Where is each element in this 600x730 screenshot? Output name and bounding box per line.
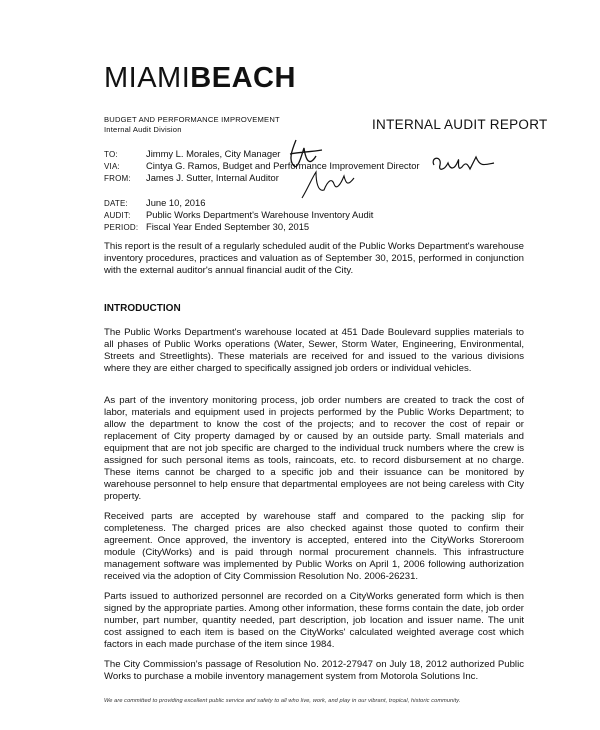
memo-audit-label: AUDIT: [104,211,131,220]
section-heading: INTRODUCTION [104,303,181,314]
logo-part-beach: BEACH [190,62,296,94]
memo-to [104,148,280,161]
miami-beach-logo [104,62,296,95]
memo-period [104,221,309,234]
paragraph-resolution: The City Commission's passage of Resolution No. 2012-27947 on July 18, 2012 authorized Public Works to purchase a mobile inventory management system from Motorola Solutions Inc. [104,659,524,682]
memo-from-value: James J. Sutter, Internal Auditor [146,172,279,183]
footer-mission-statement: We are committed to providing excellent public service and safety to all who live, work, and play in our vibrant, tropical, historic community. [104,698,461,704]
report-title: INTERNAL AUDIT REPORT [372,117,548,132]
paragraph-received-parts: Received parts are accepted by warehouse staff and compared to the packing slip for completeness. The charged prices are also checked against those quoted to confirm their agreement. Once approved, the inventory is accepted, entered into the CityWorks Storeroom module (CityWorks) and is paid through normal procurement channels. This infrastructure management software was implemented by Public Works on April 1, 2006 following authorization received via the adoption of City Commission Resolution No. 2006-26231. [104,511,524,582]
auditor-signature [298,168,358,202]
memo-audit-value: Public Works Department's Warehouse Inventory Audit [146,209,374,220]
paragraph-job-orders: As part of the inventory monitoring process, job order numbers are created to track the cost of labor, materials and equipment used in projects performed by the Public Works Department; to allow the department to know the cost of the projects; and to recover the cost of repair or replacement of City property damaged by or caused by an outside party. Small materials and equipment that are not job specific are charged to the individual truck numbers where the crew is assigned for such personal items as tools, raincoats, etc. to record disbursement at no charge. These items cannot be charged to a specific job and their issuance can be monitored by warehouse personnel to help ensure that departmental employees are not being careless with City property. [104,395,524,502]
division-name: Internal Audit Division [104,125,182,134]
memo-to-label: TO: [104,150,118,159]
memo-audit [104,209,373,222]
intro-paragraph: This report is the result of a regularly scheduled audit of the Public Works Department's warehouse inventory procedures, practices and valuation as of September 30, 2015, performed in conjunction with the external auditor's annual financial audit of the City. [104,241,524,276]
logo-part-miami: MIAMI [104,62,191,94]
department-name: BUDGET AND PERFORMANCE IMPROVEMENT [104,115,280,124]
memo-to-value: Jimmy L. Morales, City Manager [146,148,281,159]
memo-date [104,197,205,210]
paragraph-warehouse: The Public Works Department's warehouse located at 451 Dade Boulevard supplies materials to all phases of Public Works operations (Water, Sewer, Storm Water, Engineering, Environmental, Streets and Streetlights). These materials are received for and issued to the various divisions where they are either charged to specifically assigned job orders or individual vehicles. [104,327,524,374]
memo-via [104,160,420,173]
memo-date-value: June 10, 2016 [146,197,206,208]
memo-date-label: DATE: [104,199,128,208]
memo-period-value: Fiscal Year Ended September 30, 2015 [146,221,310,232]
memo-via-value: Cintya G. Ramos, Budget and Performance Improvement Director [146,160,420,171]
memo-from [104,172,279,185]
memo-via-label: VIA: [104,162,120,171]
memo-period-label: PERIOD: [104,223,139,232]
memo-from-label: FROM: [104,174,131,183]
director-initials-signature [428,151,498,177]
paragraph-issued-parts: Parts issued to authorized personnel are recorded on a CityWorks generated form which is then signed by the appropriate parties. Among other information, these forms contain the date, job order number, part number, quantity needed, part description, job location and issuer name. The unit cost assigned to each item is based on the CityWorks' calculated weighted average cost which factors in each made purchase of the item since 1984. [104,591,524,650]
department-block [104,115,280,135]
